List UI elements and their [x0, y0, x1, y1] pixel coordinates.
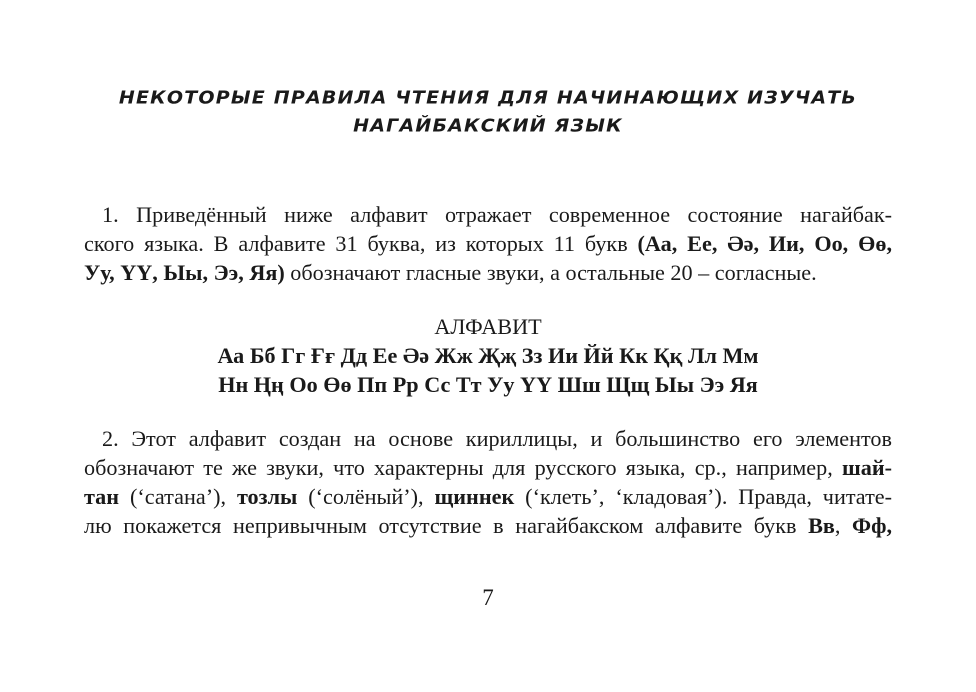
paragraph-2-line-4: [84, 511, 892, 540]
vowel-list-bold: Уу, ҮҮ, Ыы, Ээ, Яя): [84, 260, 285, 285]
paragraph-2-line-2: [84, 453, 892, 482]
letter-bold: Вв: [808, 513, 835, 538]
text-run: ского языка. В алфавите 31 буква, из которых 11 букв: [84, 231, 638, 256]
page-number: 7: [482, 585, 494, 610]
text-run: (‘клеть’, ‘кладовая’). Правда, читате-: [514, 484, 892, 509]
example-word-bold: тан: [84, 484, 120, 509]
paragraph-2-line-1: 2. Этот алфавит создан на основе кириллицы, и большинство его элементов: [102, 426, 892, 451]
paragraph-1: [84, 200, 892, 287]
letter-bold: Фф: [852, 513, 887, 538]
alphabet-row-2: [84, 370, 892, 399]
paragraph-1-line-3: [84, 258, 892, 287]
alphabet-letters: Аа Бб Гг Ғғ Дд Ее Әә Жж Җҗ Зз Ии Йй Кк Ққ Лл Мм: [217, 343, 759, 368]
text-run: ,: [886, 513, 892, 538]
alphabet-letters: Нн Ңң Оо Өө Пп Рр Сс Тт Уу ҮҮ Шш Щщ Ыы Ээ Яя: [218, 372, 758, 397]
text-run: лю покажется непривычным отсутствие в нагайбакском алфавите букв: [84, 513, 809, 538]
vowel-list-bold: (Аа, Ее, Әә, Ии, Оо, Өө,: [637, 231, 892, 256]
paragraph-1-line-2: [84, 229, 892, 258]
alphabet-heading: АЛФАВИТ: [434, 314, 542, 339]
title-line-2: НАГАЙБАКСКИЙ ЯЗЫК: [353, 115, 623, 136]
text-run: ,: [834, 513, 853, 538]
title-line-1: НЕКОТОРЫЕ ПРАВИЛА ЧТЕНИЯ ДЛЯ НАЧИНАЮЩИХ ИЗУЧАТЬ: [118, 88, 858, 109]
paragraph-1-line-1: 1. Приведённый ниже алфавит отражает современное состояние нагайбак-: [102, 202, 892, 227]
text-run: (‘сатана’),: [119, 484, 237, 509]
paragraph-2-line-3: [84, 482, 892, 511]
text-run: обозначают те же звуки, что характерны для русского языка, ср., например,: [84, 455, 842, 480]
text-run: обозначают гласные звуки, а остальные 20 – согласные.: [284, 260, 817, 285]
text-run: (‘солёный’),: [297, 484, 435, 509]
example-word-bold: шай-: [842, 455, 892, 480]
alphabet-block: [84, 312, 892, 399]
paragraph-2: [84, 424, 892, 540]
example-word-bold: щиннек: [434, 484, 515, 509]
alphabet-row-1: [84, 341, 892, 370]
example-word-bold: тозлы: [236, 484, 298, 509]
page-title: [84, 84, 892, 139]
